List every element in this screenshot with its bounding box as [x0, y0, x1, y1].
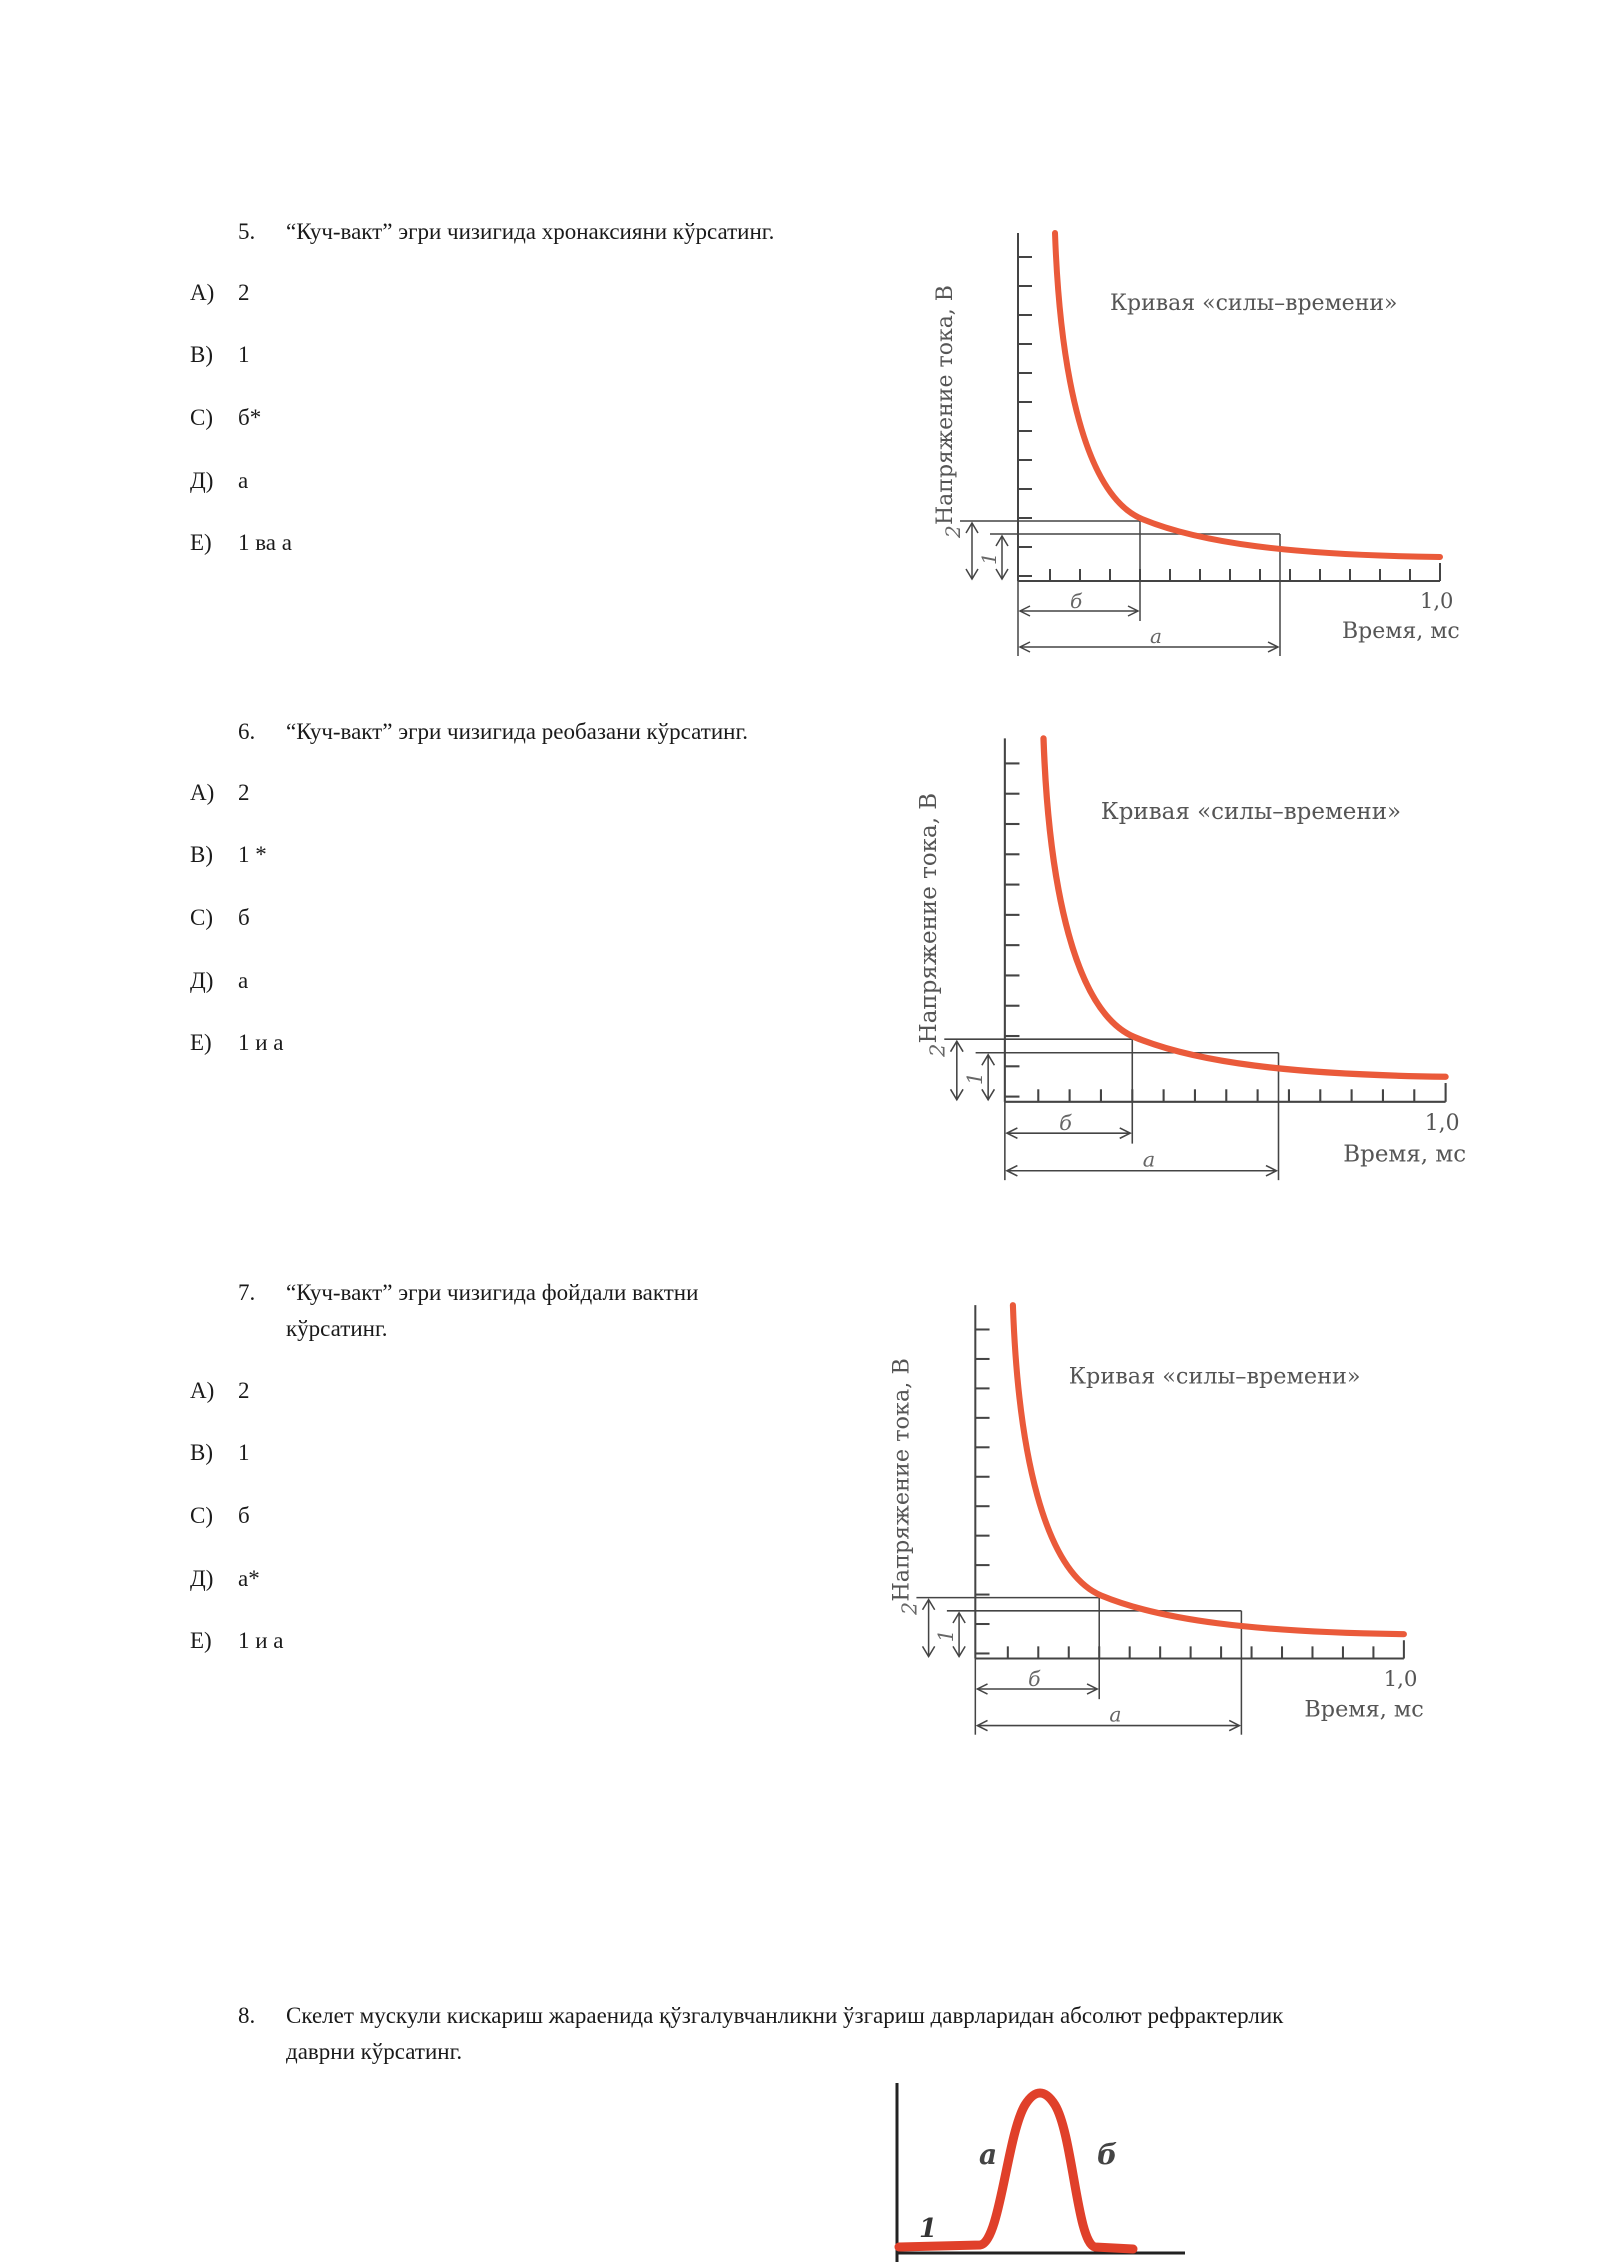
question-number: 6.	[238, 719, 256, 744]
curve-label: Кривая «силы–времени»	[1110, 291, 1398, 316]
x-axis-label: Время, мс	[1343, 1141, 1467, 1168]
label-a: а	[979, 2138, 998, 2171]
label-1: 1	[919, 2214, 938, 2244]
option-e: Е) 1 ва а	[190, 530, 292, 555]
x-end-tick-label: 1,0	[1383, 1666, 1418, 1692]
strength-duration-chart-q7	[865, 1297, 1435, 1754]
excitability-diagram-q8	[885, 2075, 1195, 2262]
option-d: Д) а	[190, 968, 249, 993]
x-axis-label: Время, мс	[1342, 619, 1460, 644]
curve-label: Кривая «силы–времени»	[1100, 798, 1402, 825]
label-a: а	[1150, 624, 1162, 648]
y-axis-label: Напряжение тока, В	[915, 792, 942, 1044]
option-c: С) б*	[190, 405, 262, 430]
question-text-line-1: “Куч-вакт” эгри чизигида фойдали вактни	[286, 1280, 699, 1305]
option-c: С) б	[190, 1503, 250, 1528]
question-number: 7.	[238, 1280, 256, 1305]
strength-duration-curve	[1013, 1305, 1404, 1634]
question-number: 8.	[238, 2003, 256, 2028]
question-text: “Куч-вакт” эгри чизигида хронаксияни кўрсатинг.	[286, 219, 775, 244]
x-end-tick-label: 1,0	[1420, 589, 1454, 613]
option-a: А) 2	[190, 780, 250, 805]
label-b: б	[1028, 1666, 1041, 1691]
x-end-tick-label: 1,0	[1424, 1111, 1460, 1137]
label-2: 2	[925, 1043, 950, 1057]
label-1: 1	[962, 1071, 987, 1086]
label-1: 1	[933, 1629, 958, 1643]
question-text-line-2: кўрсатинг.	[286, 1316, 388, 1341]
question-8-title	[238, 1998, 1478, 2070]
option-d: Д) а*	[190, 1566, 260, 1591]
question-text-line-1: Скелет мускули кискариш жараенида қўзгалувчанликни ўзгариш даврларидан абсолют рефрактерлик	[286, 2003, 1284, 2028]
option-b: В) 1	[190, 342, 250, 367]
option-d: Д) а	[190, 468, 249, 493]
option-c: С) б	[190, 905, 250, 930]
question-number: 5.	[238, 219, 256, 244]
label-b: б	[1097, 2138, 1118, 2171]
strength-duration-curve	[1055, 233, 1440, 557]
question-7-title	[238, 1275, 858, 1347]
label-2: 2	[941, 525, 965, 538]
option-a: А) 2	[190, 1378, 250, 1403]
label-b: б	[1070, 589, 1083, 613]
question-text-line-2: даврни кўрсатинг.	[286, 2039, 463, 2064]
strength-duration-chart-q5	[910, 225, 1470, 675]
strength-duration-chart-q6	[892, 730, 1477, 1200]
curve-label: Кривая «силы–времени»	[1068, 1363, 1361, 1390]
y-axis-label: Напряжение тока, В	[888, 1358, 915, 1602]
strength-duration-curve	[1044, 738, 1446, 1076]
label-2: 2	[897, 1601, 922, 1615]
option-b: В) 1	[190, 1440, 250, 1465]
option-b: В) 1 *	[190, 842, 267, 867]
x-axis-label: Время, мс	[1304, 1696, 1424, 1723]
label-a: а	[1109, 1702, 1122, 1727]
label-a: а	[1142, 1147, 1156, 1172]
label-b: б	[1059, 1111, 1072, 1136]
option-e: Е) 1 и а	[190, 1030, 284, 1055]
y-axis-label: Напряжение тока, В	[933, 285, 958, 525]
option-e: Е) 1 и а	[190, 1628, 284, 1653]
option-a: А) 2	[190, 280, 250, 305]
question-text: “Куч-вакт” эгри чизигида реобазани кўрсатинг.	[286, 719, 749, 744]
label-1: 1	[977, 552, 1001, 565]
